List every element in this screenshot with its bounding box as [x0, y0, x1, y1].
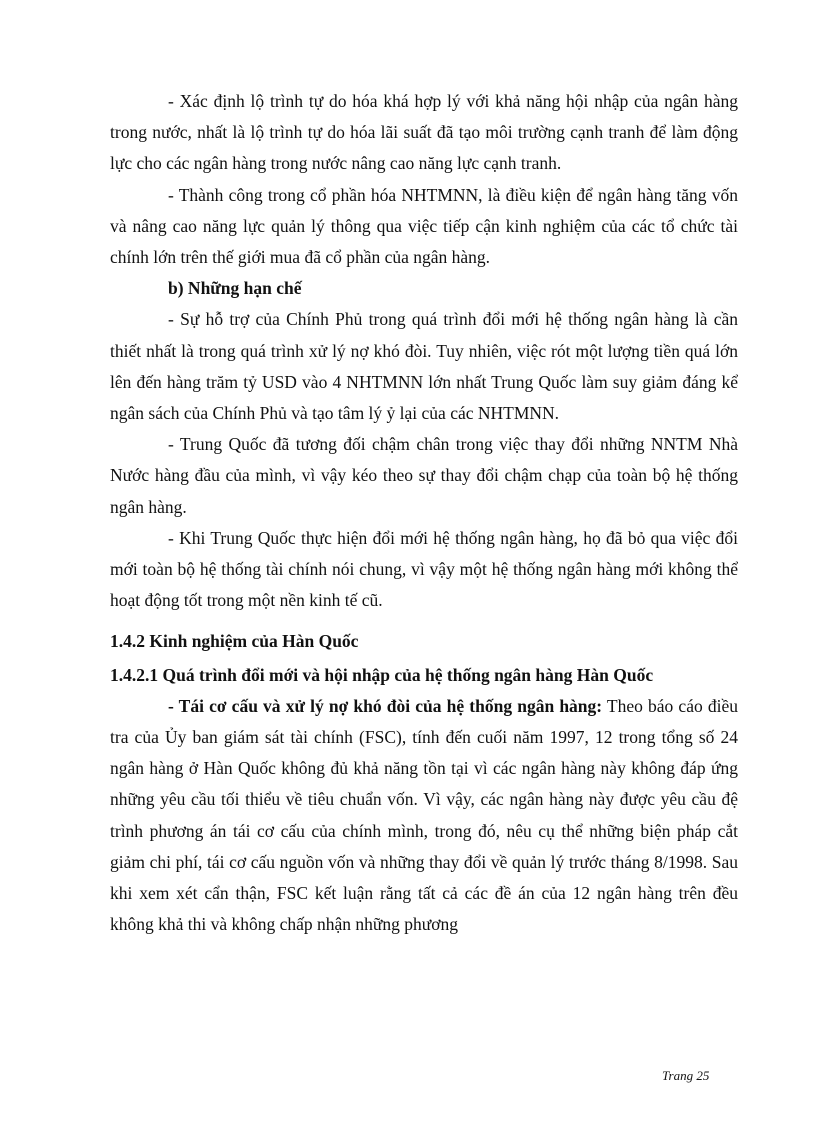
heading-limitations: b) Những hạn chế — [168, 278, 302, 299]
restructuring-lead: - Tái cơ cấu và xử lý nợ khó đòi của hệ thống ngân hàng: — [168, 695, 603, 716]
paragraph-government-support: - Sự hỗ trợ của Chính Phủ trong quá trình đổi mới hệ thống ngân hàng là cần thiết nhất là trong quá trình xử lý nợ khó đòi. Tuy nhiên, việc rót một lượng tiền quá lớn lên đến hàng trăm tỷ USD vào 4 NHTMNN lớn nhất Trung Quốc làm suy giảm đáng kể ngân sách của Chính Phủ và tạo tâm lý ỷ lại của các NHTMNN. — [110, 309, 738, 424]
restructuring-text: Theo báo cáo điều tra của Ủy ban giám sát tài chính (FSC), tính đến cuối năm 1997, 12 trong tổng số 24 ngân hàng ở Hàn Quốc không đủ khả năng tồn tại vì các ngân hàng này không đáp ứng những yêu cầu tối thiểu về tiêu chuẩn vốn. Vì vậy, các ngân hàng này được yêu cầu đệ trình phương án tái cơ cấu của chính mình, trong đó, nêu cụ thể những biện pháp cắt giảm chi phí, tái cơ cấu nguồn vốn và những thay đổi về quản lý trước tháng 8/1998. Sau khi xem xét cẩn thận, FSC kết luận rằng tất cả các đề án của 12 ngân hàng trên đều không khả thi và không chấp nhận những phương — [110, 695, 738, 935]
heading-korea-experience: 1.4.2 Kinh nghiệm của Hàn Quốc — [110, 631, 359, 652]
document-page — [110, 86, 738, 940]
section-spacer — [110, 616, 738, 626]
paragraph-financial-system: - Khi Trung Quốc thực hiện đổi mới hệ thống ngân hàng, họ đã bỏ qua việc đổi mới toàn bộ hệ thống tài chính nói chung, vì vậy một hệ thống ngân hàng mới không thể hoạt động tốt trong một nền kinh tế cũ. — [110, 527, 738, 611]
page-number: Trang 25 — [662, 1068, 710, 1083]
paragraph-equitization: - Thành công trong cổ phần hóa NHTMNN, là điều kiện để ngân hàng tăng vốn và nâng cao năng lực quản lý thông qua việc tiếp cận kinh nghiệm của các tổ chức tài chính lớn trên thế giới mua đã cổ phần của ngân hàng. — [110, 184, 738, 268]
paragraph-restructuring — [110, 691, 738, 941]
heading-korea-reform-process: 1.4.2.1 Quá trình đổi mới và hội nhập của hệ thống ngân hàng Hàn Quốc — [110, 664, 654, 685]
paragraph-liberalization-roadmap: - Xác định lộ trình tự do hóa khá hợp lý với khả năng hội nhập của ngân hàng trong nước, nhất là lộ trình tự do hóa lãi suất đã tạo môi trường cạnh tranh để làm động lực cho các ngân hàng trong nước nâng cao năng lực cạnh tranh. — [110, 91, 738, 174]
paragraph-slow-reform: - Trung Quốc đã tương đối chậm chân trong việc thay đổi những NNTM Nhà Nước hàng đầu của mình, vì vậy kéo theo sự thay đổi chậm chạp của toàn bộ hệ thống ngân hàng. — [110, 434, 738, 517]
